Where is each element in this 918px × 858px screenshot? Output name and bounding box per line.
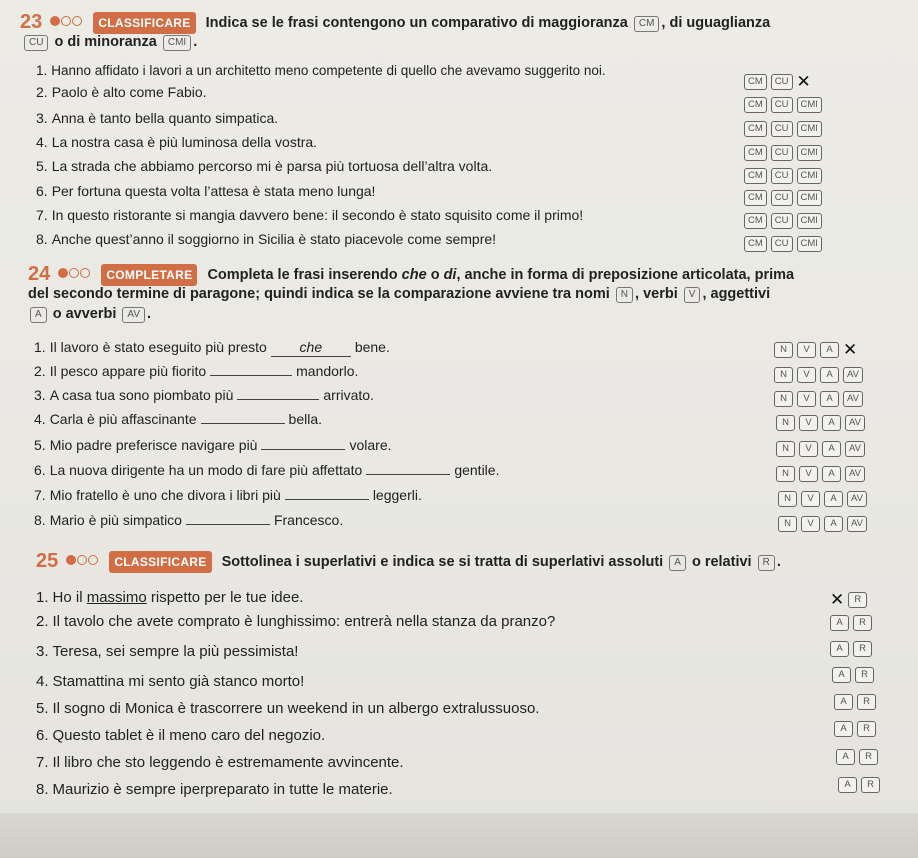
item-text: bella.: [288, 411, 322, 427]
item-number: 5.: [36, 158, 48, 174]
item-text: Il sogno di Monica è trascorrere un weekend in un albergo extralussuoso.: [52, 700, 540, 717]
answer-boxes: [740, 144, 822, 162]
option-box[interactable]: R: [848, 592, 867, 608]
option-box[interactable]: V: [797, 391, 816, 407]
item-text: Ho il: [52, 589, 87, 606]
option-box[interactable]: A: [820, 391, 839, 407]
answer-boxes: [830, 720, 876, 738]
exercise-item: [36, 206, 583, 224]
item-text: Stamattina mi sento già stanco morto!: [52, 673, 305, 690]
option-box[interactable]: N: [778, 491, 797, 507]
instruction-text: Completa le frasi inserendo: [207, 267, 398, 283]
item-text: Mio fratello è uno che divora i libri più: [49, 487, 281, 503]
item-number: 1.: [36, 589, 49, 606]
item-text: Mio padre preferisce navigare più: [49, 437, 258, 453]
answer-blank[interactable]: [366, 474, 450, 475]
exercise-item: [36, 700, 539, 718]
chip-cu: CU: [24, 35, 48, 51]
exercise-item: [36, 62, 606, 80]
option-box[interactable]: CM: [744, 213, 767, 229]
answer-boxes: [772, 414, 865, 432]
instruction-text: Indica se le frasi contengono un comparativo di maggioranza: [205, 15, 628, 31]
exercise-25-header: [36, 551, 781, 573]
answer-boxes: [774, 515, 867, 533]
option-box[interactable]: V: [799, 466, 818, 482]
exercise-24-header: [28, 264, 794, 286]
option-box[interactable]: A: [824, 491, 843, 507]
instruction-text: o: [430, 267, 440, 283]
option-box[interactable]: CU: [771, 121, 793, 137]
item-text: In questo ristorante si mangia davvero bene: il secondo è stato squisito come il primo!: [51, 207, 584, 223]
option-box[interactable]: R: [857, 721, 876, 737]
answer-boxes: [770, 366, 863, 384]
option-box[interactable]: V: [797, 342, 816, 358]
exercise-type-tag: CLASSIFICARE: [93, 12, 195, 34]
option-box[interactable]: AV: [843, 367, 863, 383]
option-box[interactable]: A: [820, 367, 839, 383]
item-number: 6.: [36, 183, 48, 199]
option-box[interactable]: A: [822, 415, 841, 431]
item-text: Il libro che sto leggendo è estremamente avvincente.: [52, 754, 404, 771]
instruction-text: , aggettivi: [702, 286, 771, 302]
option-box[interactable]: CMI: [797, 213, 822, 229]
exercise-item: [36, 133, 317, 151]
item-text: Anche quest’anno il soggiorno in Sicilia è stato piacevole come sempre!: [51, 231, 497, 247]
exercise-item: [34, 511, 343, 529]
item-text: Anna è tanto bella quanto simpatica.: [51, 110, 279, 126]
option-box[interactable]: V: [799, 441, 818, 457]
option-box[interactable]: A: [830, 615, 849, 631]
option-box[interactable]: V: [799, 415, 818, 431]
item-number: 8.: [36, 231, 48, 247]
exercise-item: [36, 754, 404, 772]
option-box[interactable]: CM: [744, 121, 767, 137]
exercise-item: [36, 109, 278, 127]
instruction-text: .: [147, 306, 152, 322]
exercise-item: [36, 182, 375, 200]
option-box[interactable]: A: [822, 441, 841, 457]
option-box[interactable]: N: [778, 516, 797, 532]
answer-blank[interactable]: [237, 399, 319, 400]
item-number: 4.: [36, 134, 48, 150]
checked-x-icon[interactable]: ✕: [796, 71, 811, 91]
option-box[interactable]: CM: [744, 236, 767, 252]
answer-boxes: [740, 73, 811, 91]
item-text: Carla è più affascinante: [49, 411, 197, 427]
option-box[interactable]: CU: [771, 145, 793, 161]
item-number: 4.: [34, 411, 46, 427]
chip-v: V: [684, 287, 701, 303]
answer-boxes: [770, 341, 857, 359]
answer-boxes: [834, 776, 880, 794]
item-number: 8.: [34, 512, 46, 528]
option-box[interactable]: A: [830, 641, 849, 657]
instruction-text: o di minoranza: [54, 34, 157, 50]
answer-blank[interactable]: [261, 449, 345, 450]
item-text: Il lavoro è stato eseguito più presto: [49, 339, 267, 355]
answer-boxes: [828, 666, 874, 684]
option-box[interactable]: CM: [744, 74, 767, 90]
option-box[interactable]: R: [861, 777, 880, 793]
difficulty-dots-icon: [58, 264, 91, 284]
instruction-text: .: [776, 554, 781, 570]
chip-av: AV: [122, 307, 145, 323]
chip-cm: CM: [634, 16, 660, 32]
instruction-text: , anche in forma di preposizione articolata, prima: [456, 267, 795, 283]
option-box[interactable]: N: [776, 441, 795, 457]
option-box[interactable]: CMI: [797, 97, 822, 113]
item-text: A casa tua sono piombato più: [49, 387, 234, 403]
keyword-di: di: [443, 267, 457, 283]
answer-blank[interactable]: che: [271, 338, 351, 357]
exercise-item: [34, 386, 374, 404]
option-box[interactable]: CU: [771, 168, 793, 184]
item-text: mandorlo.: [296, 363, 359, 379]
exercise-item: [36, 157, 492, 175]
option-box[interactable]: CU: [771, 213, 793, 229]
option-box[interactable]: V: [797, 367, 816, 383]
exercise-item: [34, 338, 390, 357]
answer-boxes: [772, 465, 865, 483]
option-box[interactable]: R: [859, 749, 878, 765]
exercise-number: 24: [28, 263, 51, 285]
chip-a: A: [669, 555, 686, 571]
item-number: 1.: [36, 63, 48, 78]
option-box[interactable]: AV: [843, 391, 863, 407]
item-text: Paolo è alto come Fabio.: [51, 84, 207, 100]
item-number: 7.: [36, 754, 49, 771]
exercise-item: [36, 230, 496, 248]
answer-boxes: [770, 390, 863, 408]
item-number: 8.: [36, 781, 49, 798]
item-number: 2.: [34, 363, 46, 379]
option-box[interactable]: CM: [744, 97, 767, 113]
exercise-24-header-line3: [28, 304, 151, 324]
item-text: Per fortuna questa volta l’attesa è stata meno lunga!: [51, 183, 376, 199]
instruction-text: , di uguaglianza: [661, 15, 771, 31]
exercise-item: [36, 613, 555, 631]
item-number: 5.: [34, 437, 46, 453]
underlined-superlative: massimo: [86, 589, 147, 606]
exercise-item: [36, 673, 304, 691]
exercise-item: [36, 589, 303, 607]
option-box[interactable]: CMI: [797, 236, 822, 252]
option-box[interactable]: CMI: [797, 190, 822, 206]
item-number: 5.: [36, 700, 49, 717]
option-box[interactable]: CMI: [797, 121, 822, 137]
chip-r: R: [758, 555, 775, 571]
answer-boxes: [830, 693, 876, 711]
option-box[interactable]: AV: [845, 466, 865, 482]
option-box[interactable]: N: [774, 391, 793, 407]
instruction-text: del secondo termine di paragone; quindi indica se la comparazione avviene tra nomi: [28, 286, 610, 302]
answer-boxes: [826, 640, 872, 658]
option-box[interactable]: CU: [771, 74, 793, 90]
item-text: leggerli.: [372, 487, 422, 503]
item-number: 7.: [34, 487, 46, 503]
chip-a: A: [30, 307, 47, 323]
item-text: Il pesco appare più fiorito: [49, 363, 207, 379]
option-box[interactable]: A: [834, 721, 853, 737]
answer-blank[interactable]: [285, 499, 369, 500]
option-box[interactable]: CM: [744, 168, 767, 184]
answer-boxes: [740, 235, 822, 253]
option-box[interactable]: N: [774, 367, 793, 383]
option-box[interactable]: CU: [771, 236, 793, 252]
exercise-item: [34, 410, 322, 428]
exercise-item: [36, 727, 325, 745]
option-box[interactable]: N: [776, 415, 795, 431]
option-box[interactable]: CU: [771, 190, 793, 206]
option-box[interactable]: CMI: [797, 168, 822, 184]
item-text: La strada che abbiamo percorso mi è parsa più tortuosa dell’altra volta.: [51, 158, 493, 174]
item-text: rispetto per le tue idee.: [146, 589, 304, 606]
answer-blank[interactable]: [210, 375, 292, 376]
option-box[interactable]: R: [853, 641, 872, 657]
answer-boxes: [740, 189, 822, 207]
item-text: arrivato.: [323, 387, 374, 403]
exercise-number: 23: [20, 11, 43, 33]
answer-boxes: [740, 212, 822, 230]
option-box[interactable]: A: [822, 466, 841, 482]
option-box[interactable]: AV: [847, 491, 867, 507]
answer-boxes: [740, 120, 822, 138]
difficulty-dots-icon: [66, 551, 99, 571]
item-number: 6.: [36, 727, 49, 744]
item-number: 6.: [34, 462, 46, 478]
instruction-text: .: [193, 34, 198, 50]
option-box[interactable]: CM: [744, 145, 767, 161]
option-box[interactable]: A: [820, 342, 839, 358]
item-number: 1.: [34, 339, 46, 355]
instruction-text: o avverbi: [52, 306, 117, 322]
item-text: Francesco.: [273, 512, 344, 528]
option-box[interactable]: V: [801, 516, 820, 532]
item-number: 7.: [36, 207, 48, 223]
item-number: 3.: [36, 110, 48, 126]
option-box[interactable]: AV: [847, 516, 867, 532]
exercise-24-header-line2: [28, 284, 770, 304]
item-number: 3.: [36, 643, 49, 660]
keyword-che: che: [401, 267, 427, 283]
option-box[interactable]: A: [834, 694, 853, 710]
exercise-type-tag: CLASSIFICARE: [109, 551, 211, 573]
item-text: Mario è più simpatico: [49, 512, 182, 528]
instruction-text: , verbi: [635, 286, 678, 302]
option-box[interactable]: CM: [744, 190, 767, 206]
answer-boxes: [826, 591, 867, 609]
item-text: gentile.: [454, 462, 500, 478]
answer-boxes: [774, 490, 867, 508]
option-box[interactable]: CU: [771, 97, 793, 113]
checked-x-icon[interactable]: ✕: [843, 339, 858, 359]
option-box[interactable]: AV: [845, 415, 865, 431]
exercise-item: [36, 643, 298, 661]
answer-boxes: [772, 440, 865, 458]
answer-blank[interactable]: [201, 423, 285, 424]
item-text: Maurizio è sempre iperpreparato in tutte le materie.: [52, 781, 393, 798]
answer-boxes: [826, 614, 872, 632]
item-text: Hanno affidato i lavori a un architetto meno competente di quello che avevamo suggerito noi.: [51, 63, 606, 78]
item-text: Questo tablet è il meno caro del negozio.: [52, 727, 326, 744]
item-text: volare.: [349, 437, 392, 453]
option-box[interactable]: CMI: [797, 145, 822, 161]
exercise-type-tag: COMPLETARE: [101, 264, 197, 286]
option-box[interactable]: A: [824, 516, 843, 532]
item-text: Teresa, sei sempre la più pessimista!: [52, 643, 299, 660]
exercise-item: [36, 781, 393, 799]
checked-x-icon[interactable]: ✕: [830, 589, 845, 609]
option-box[interactable]: A: [836, 749, 855, 765]
exercise-item: [34, 461, 499, 479]
item-text: bene.: [354, 339, 390, 355]
option-box[interactable]: R: [853, 615, 872, 631]
item-number: 2.: [36, 84, 48, 100]
item-number: 2.: [36, 613, 49, 630]
answer-blank[interactable]: [186, 524, 270, 525]
option-box[interactable]: R: [857, 694, 876, 710]
exercise-item: [36, 83, 207, 101]
exercise-23-header: [20, 12, 770, 34]
instruction-text: Sottolinea i superlativi e indica se si tratta di superlativi assoluti: [221, 554, 664, 570]
answer-boxes: [740, 96, 822, 114]
chip-n: N: [616, 287, 633, 303]
option-box[interactable]: A: [832, 667, 851, 683]
exercise-number: 25: [36, 550, 59, 572]
answer-boxes: [740, 167, 822, 185]
difficulty-dots-icon: [50, 12, 83, 32]
exercise-item: [34, 486, 422, 504]
chip-cmi: CMI: [163, 35, 191, 51]
option-box[interactable]: A: [838, 777, 857, 793]
exercise-item: [34, 362, 358, 380]
option-box[interactable]: AV: [845, 441, 865, 457]
answer-boxes: [832, 748, 878, 766]
option-box[interactable]: N: [776, 466, 795, 482]
page-bottom-shadow: [0, 813, 918, 858]
option-box[interactable]: N: [774, 342, 793, 358]
item-text: La nostra casa è più luminosa della vostra.: [51, 134, 318, 150]
option-box[interactable]: V: [801, 491, 820, 507]
exercise-item: [34, 436, 392, 454]
instruction-text: o relativi: [691, 554, 752, 570]
item-text: La nuova dirigente ha un modo di fare più affettato: [49, 462, 363, 478]
option-box[interactable]: R: [855, 667, 874, 683]
exercise-23-header-line2: [22, 32, 197, 52]
item-number: 3.: [34, 387, 46, 403]
item-text: Il tavolo che avete comprato è lunghissimo: entrerà nella stanza da pranzo?: [52, 613, 556, 630]
item-number: 4.: [36, 673, 49, 690]
